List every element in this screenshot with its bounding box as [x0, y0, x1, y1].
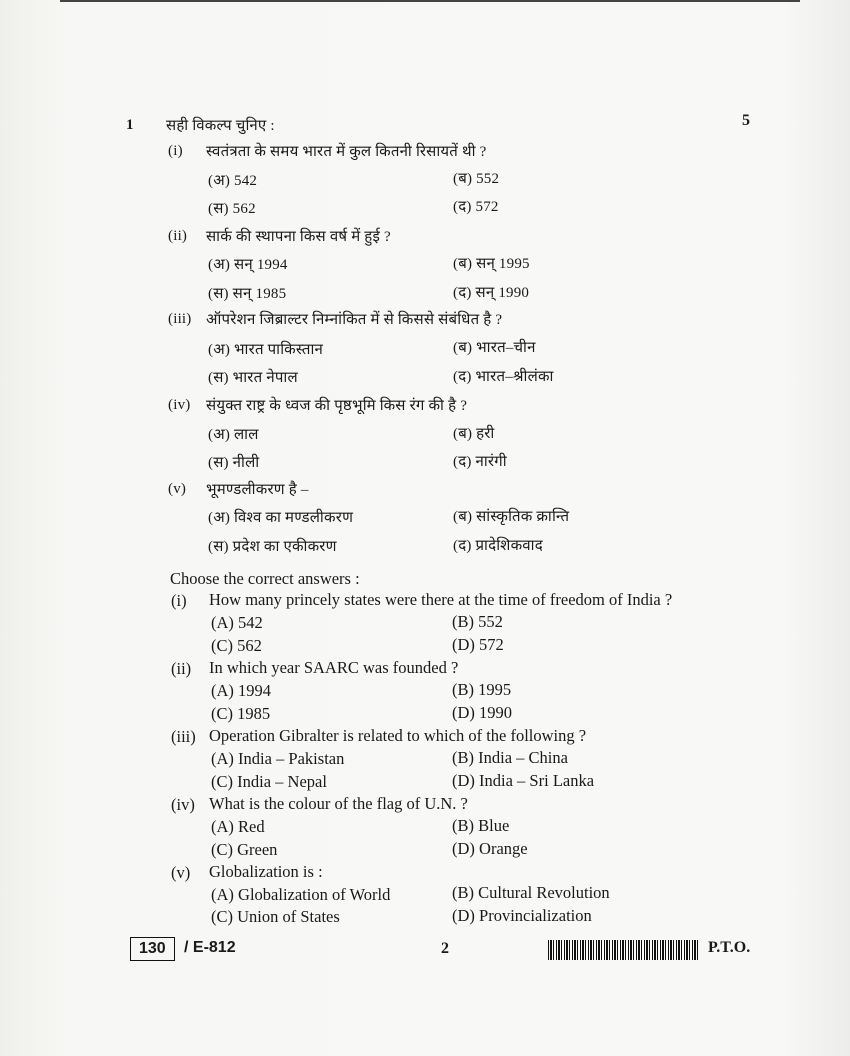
english-q3-option-d: (D) India – Sri Lanka: [452, 771, 595, 790]
english-q3-option-c: (C) India – Nepal: [211, 772, 327, 791]
hindi-q1-option-a: (अ) 542: [208, 173, 258, 189]
english-q5-number: (v): [171, 863, 191, 882]
hindi-q2-number: (ii): [168, 228, 188, 244]
hindi-q2-option-d: (द) सन् 1990: [453, 285, 530, 301]
english-instruction: Choose the correct answers :: [170, 569, 360, 588]
hindi-q5-option-d: (द) प्रादेशिकवाद: [453, 538, 543, 554]
english-q1-option-a: (A) 542: [211, 613, 263, 632]
paper-code: / E-812: [184, 939, 236, 956]
english-q4-option-b: (B) Blue: [452, 816, 510, 835]
pto-label: P.T.O.: [708, 939, 751, 956]
hindi-q5-number: (v): [168, 481, 187, 497]
hindi-q4-option-c: (स) नीली: [208, 455, 260, 471]
hindi-q3-number: (iii): [168, 311, 192, 327]
english-q3-option-b: (B) India – China: [452, 748, 568, 767]
english-q2-option-c: (C) 1985: [211, 704, 271, 723]
english-q3-text: Operation Gibralter is related to which of the following ?: [209, 726, 587, 745]
hindi-q2-option-a: (अ) सन् 1994: [208, 257, 288, 273]
hindi-q4-text: संयुक्त राष्ट्र के ध्वज की पृष्ठभूमि किस रंग की है ?: [206, 398, 468, 414]
top-border: [60, 0, 800, 2]
english-q1-option-c: (C) 562: [211, 636, 262, 655]
english-q1-number: (i): [171, 591, 187, 610]
english-q3-option-a: (A) India – Pakistan: [211, 749, 345, 768]
hindi-q4-option-a: (अ) लाल: [208, 427, 259, 443]
english-q2-text: In which year SAARC was founded ?: [209, 658, 459, 677]
english-q3-number: (iii): [171, 727, 196, 746]
hindi-instruction: सही विकल्प चुनिए :: [166, 118, 275, 134]
question-marks: 5: [742, 112, 750, 129]
hindi-q5-option-a: (अ) विश्व का मण्डलीकरण: [208, 510, 354, 526]
hindi-q1-option-c: (स) 562: [208, 201, 256, 217]
english-q1-text: How many princely states were there at the time of freedom of India ?: [209, 590, 673, 609]
english-q1-option-d: (D) 572: [452, 635, 504, 654]
english-q2-option-d: (D) 1990: [452, 703, 513, 722]
hindi-q4-option-b: (ब) हरी: [453, 426, 495, 442]
hindi-q1-option-d: (द) 572: [453, 199, 499, 215]
hindi-q3-text: ऑपरेशन जिब्राल्टर निम्नांकित में से किससे संबंधित है ?: [206, 312, 503, 328]
english-q4-option-a: (A) Red: [211, 817, 265, 836]
english-q2-option-b: (B) 1995: [452, 680, 512, 699]
english-q1-option-b: (B) 552: [452, 612, 503, 631]
english-q5-option-b: (B) Cultural Revolution: [452, 883, 610, 902]
hindi-q5-option-b: (ब) सांस्कृतिक क्रान्ति: [453, 509, 570, 525]
barcode-icon: [548, 940, 698, 960]
english-q5-option-c: (C) Union of States: [211, 907, 340, 926]
hindi-q3-option-b: (ब) भारत–चीन: [453, 340, 536, 356]
hindi-q5-text: भूमण्डलीकरण है –: [206, 482, 309, 498]
english-q4-option-c: (C) Green: [211, 840, 278, 859]
page-number: 2: [441, 940, 449, 957]
english-q4-option-d: (D) Orange: [452, 839, 528, 858]
hindi-q3-option-d: (द) भारत–श्रीलंका: [453, 369, 554, 385]
english-q5-option-d: (D) Provincialization: [452, 906, 592, 925]
english-q4-text: What is the colour of the flag of U.N. ?: [209, 794, 468, 813]
english-q2-number: (ii): [171, 659, 192, 678]
english-q5-text: Globalization is :: [209, 862, 323, 881]
paper-code-box: 130: [130, 937, 175, 961]
question-number: 1: [126, 117, 134, 133]
hindi-q1-number: (i): [168, 143, 183, 159]
english-q4-number: (iv): [171, 795, 195, 814]
english-q5-option-a: (A) Globalization of World: [211, 885, 391, 904]
hindi-q3-option-a: (अ) भारत पाकिस्तान: [208, 342, 324, 358]
hindi-q2-option-c: (स) सन् 1985: [208, 286, 287, 302]
hindi-q5-option-c: (स) प्रदेश का एकीकरण: [208, 539, 337, 555]
hindi-q4-option-d: (द) नारंगी: [453, 454, 507, 470]
hindi-q4-number: (iv): [168, 397, 191, 413]
hindi-q2-text: सार्क की स्थापना किस वर्ष में हुई ?: [206, 229, 391, 245]
english-q2-option-a: (A) 1994: [211, 681, 272, 700]
hindi-q1-option-b: (ब) 552: [453, 171, 500, 187]
hindi-q3-option-c: (स) भारत नेपाल: [208, 370, 298, 386]
hindi-q1-text: स्वतंत्रता के समय भारत में कुल कितनी रिसायतें थी ?: [206, 144, 487, 160]
hindi-q2-option-b: (ब) सन् 1995: [453, 256, 530, 272]
